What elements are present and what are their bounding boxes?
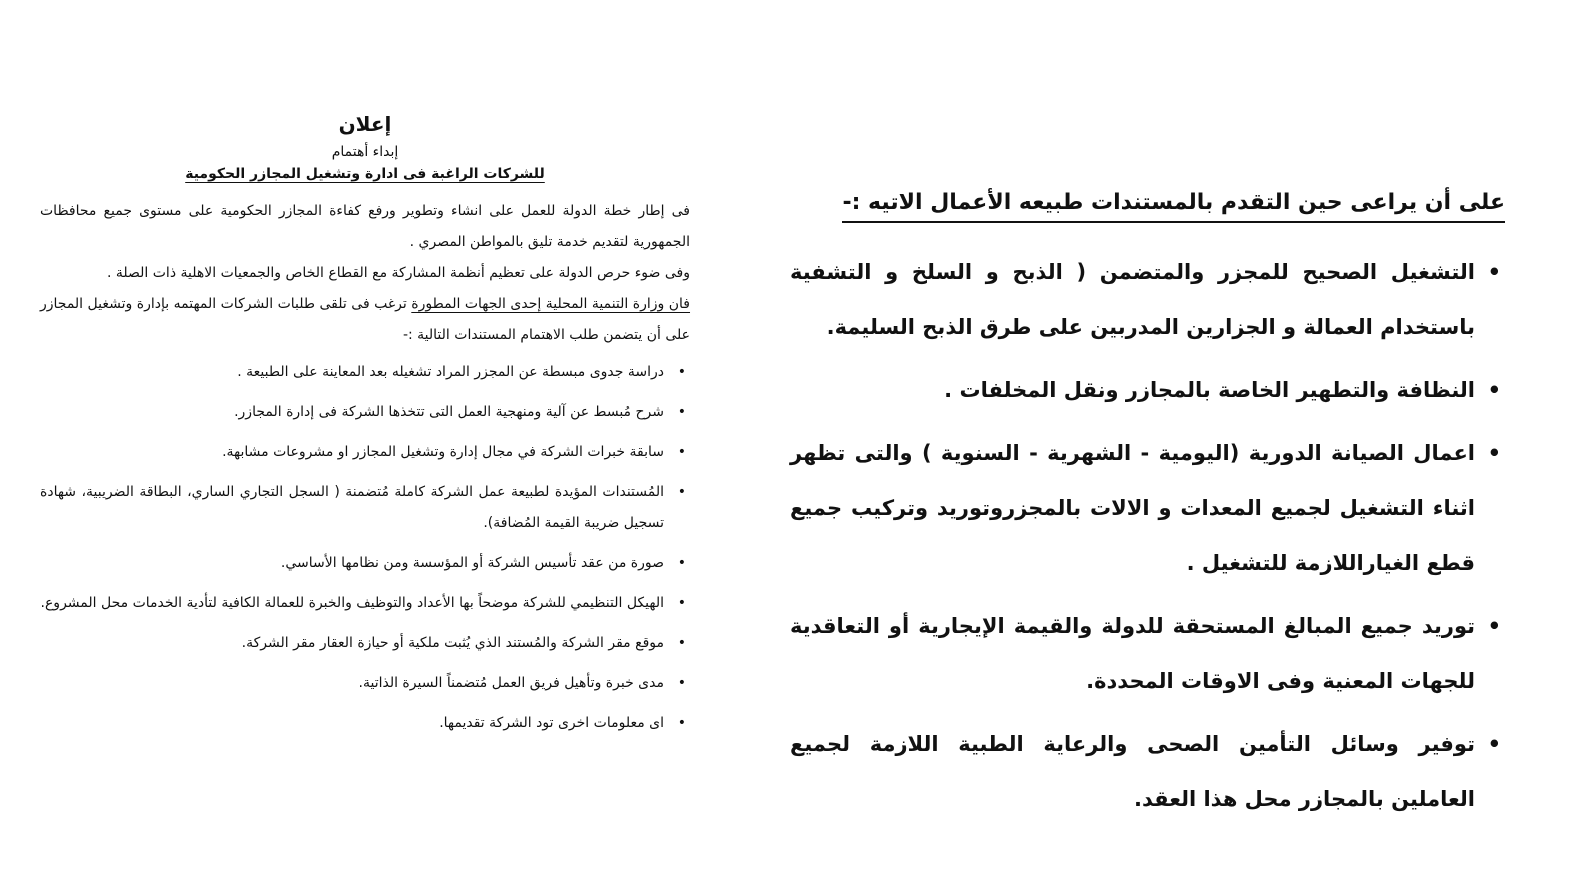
paragraph-intro: فى إطار خطة الدولة للعمل على انشاء وتطوير ورفع كفاءة المجازر الحكومية على مستوى جميع محافظات الجمهورية لتقديم خدمة تليق بالمواطن المصري . [40,203,690,250]
list-item [40,397,690,428]
announcement-subject [40,166,690,182]
list-item-text: الهيكل التنظيمي للشركة موضحاً بها الأعداد والتوظيف والخبرة للعمالة الكافية لتأدية الخدمات محل المشروع. [40,595,664,611]
list-item-text: توفير وسائل التأمين الصحى والرعاية الطبية اللازمة لجميع العاملين بالمجازر محل هذا العقد. [790,732,1475,811]
bullet-icon: • [1487,441,1501,465]
works-page [790,190,1505,835]
list-item-text: صورة من عقد تأسيس الشركة أو المؤسسة ومن نظامها الأساسي. [280,555,664,571]
list-item-text: اى معلومات اخرى تود الشركة تقديمها. [439,715,664,731]
paragraph-request-rest: ترغب فى تلقى طلبات الشركات المهتمه بإدارة وتشغيل المجازر على أن يتضمن طلب الاهتمام المستندات التالية :- [40,296,690,343]
list-item-text: التشغيل الصحيح للمجزر والمتضمن ( الذبح و السلخ و التشفية باستخدام العمالة و الجزارين المدربين على طرق الذبح السليمة. [790,260,1475,339]
list-item-text: اعمال الصيانة الدورية (اليومية - الشهرية - السنوية ) والتى تظهر اثناء التشغيل لجميع المعدات و الالات بالمجزروتوريد وتركيب جميع قطع الغياراللازمة للتشغيل . [790,441,1475,575]
bullet-icon: • [677,444,686,460]
list-item [790,363,1505,418]
bullet-icon: • [677,364,686,380]
list-item-text: توريد جميع المبالغ المستحقة للدولة والقيمة الإيجارية أو التعاقدية للجهات المعنية وفى الاوقات المحددة. [790,614,1475,693]
list-item [790,245,1505,355]
list-item [790,426,1505,591]
list-item [790,717,1505,827]
list-item [40,668,690,699]
announcement-subtitle: إبداء أهتمام [331,144,399,160]
announcement-title: إعلان [338,112,392,136]
works-list [790,245,1505,827]
bullet-icon: • [1487,260,1501,284]
bullet-icon: • [677,595,686,611]
bullet-icon: • [677,404,686,420]
list-item [40,477,690,539]
list-item-text: سابقة خبرات الشركة في مجال إدارة وتشغيل المجازر او مشروعات مشابهة. [222,444,664,460]
list-item [40,548,690,579]
list-item [40,357,690,388]
announcement-subject-text: للشركات الراغبة فى ادارة وتشغيل المجازر الحكومية [185,166,545,182]
list-item [790,599,1505,709]
required-documents-list [40,357,690,739]
list-item-text: النظافة والتطهير الخاصة بالمجازر ونقل المخلفات . [944,378,1475,402]
list-item [40,708,690,739]
bullet-icon: • [677,675,686,691]
bullet-icon: • [677,484,686,500]
paragraph-request-underlined: فان وزارة التنمية المحلية إحدى الجهات المطورة [411,296,691,312]
bullet-icon: • [1487,378,1501,402]
paragraph-request [40,289,690,351]
list-item [40,437,690,468]
works-heading: على أن يراعى حين التقدم بالمستندات طبيعه الأعمال الاتيه :- [842,190,1505,223]
paragraph-partnership: وفى ضوء حرص الدولة على تعظيم أنظمة المشاركة مع القطاع الخاص والجمعيات الاهلية ذات الصلة . [106,265,690,281]
list-item-text: المُستندات المؤيدة لطبيعة عمل الشركة كاملة مُتضمنة ( السجل التجاري الساري، البطاقة الضريبية، شهادة تسجيل ضريبة القيمة المُضافة). [40,484,664,531]
bullet-icon: • [1487,614,1501,638]
list-item [40,588,690,619]
bullet-icon: • [677,635,686,651]
bullet-icon: • [677,715,686,731]
announcement-page [40,112,690,748]
list-item-text: موقع مقر الشركة والمُستند الذي يُثبت ملكية أو حيازة العقار مقر الشركة. [241,635,664,651]
bullet-icon: • [1487,732,1501,756]
bullet-icon: • [677,555,686,571]
list-item-text: شرح مُبسط عن آلية ومنهجية العمل التى تتخذها الشركة فى إدارة المجازر. [234,404,664,420]
list-item [40,628,690,659]
list-item-text: مدى خبرة وتأهيل فريق العمل مُتضمناً السيرة الذاتية. [358,675,664,691]
list-item-text: دراسة جدوى مبسطة عن المجزر المراد تشغيله بعد المعاينة على الطبيعة . [237,364,664,380]
